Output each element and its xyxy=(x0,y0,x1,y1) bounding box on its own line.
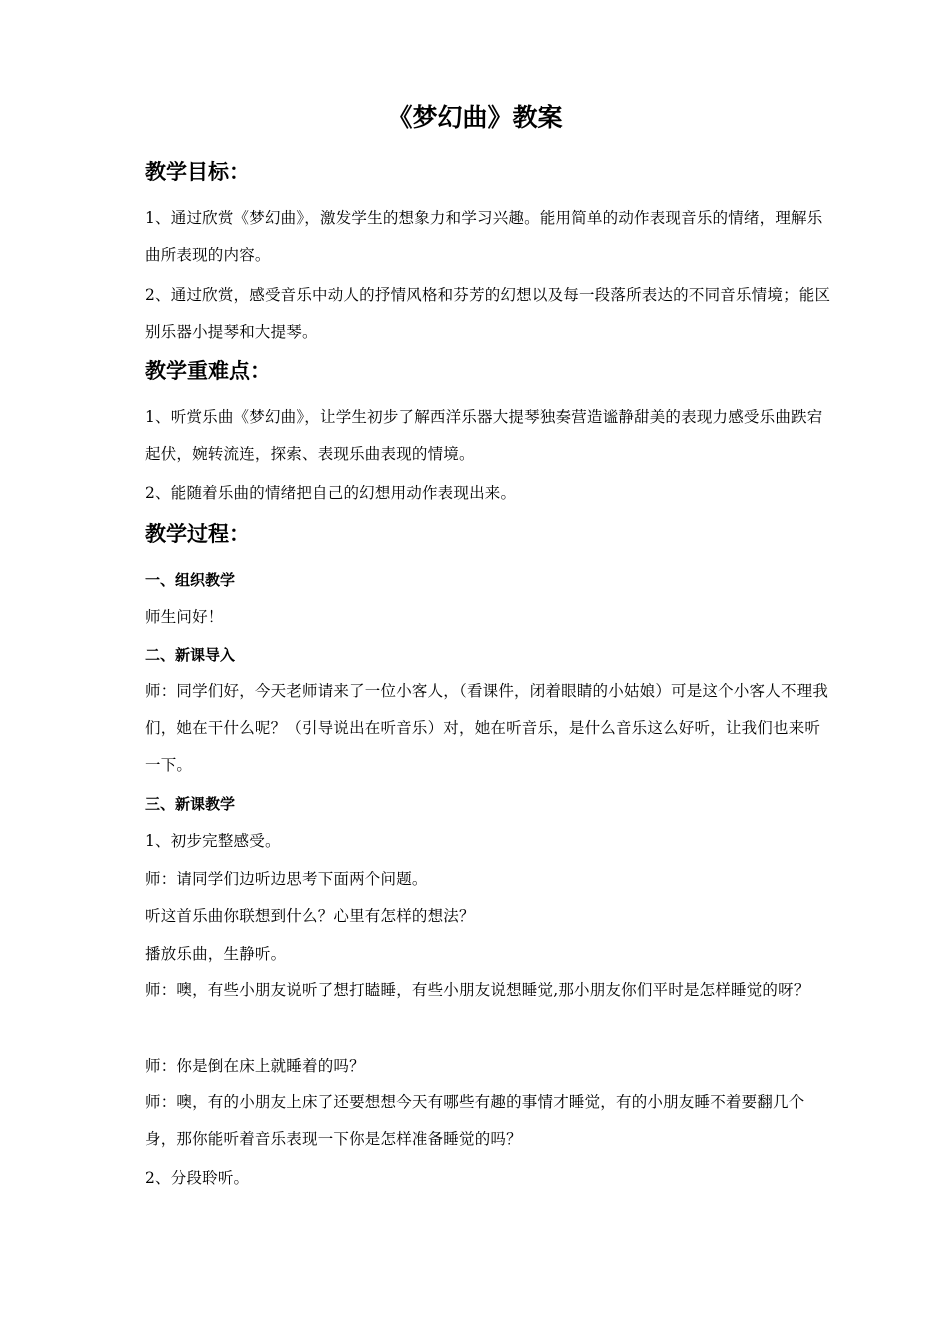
objective-item-2: 2、通过欣赏，感受音乐中动人的抒情风格和芬芳的幻想以及每一段落所表达的不同音乐情境；能区别乐器小提琴和大提琴。 xyxy=(145,286,831,341)
part3-line-3: 听这首乐曲你联想到什么？心里有怎样的想法？ xyxy=(145,907,475,925)
part3-line-7: 师：噢，有的小朋友上床了还要想想今天有哪些有趣的事情才睡觉，有的小朋友睡不着要翻几个身，那你能听着音乐表现一下你是怎样准备睡觉的吗？ xyxy=(145,1093,805,1148)
part3-line-1: 1、初步完整感受。 xyxy=(145,832,281,850)
document-title: 《梦幻曲》教案 xyxy=(387,103,563,132)
part2-heading: 二、新课导入 xyxy=(145,646,236,664)
part3-line-4: 播放乐曲，生静听。 xyxy=(145,945,287,963)
part2-text: 师：同学们好，今天老师请来了一位小客人，（看课件，闭着眼睛的小姑娘）可是这个小客人不理我们，她在干什么呢？（引导说出在听音乐）对，她在听音乐，是什么音乐这么好听，让我们也来听一下。 xyxy=(145,682,829,774)
objective-item-1: 1、通过欣赏《梦幻曲》，激发学生的想象力和学习兴趣。能用简单的动作表现音乐的情绪，理解乐曲所表现的内容。 xyxy=(145,209,823,264)
part3-line-6: 师：你是倒在床上就睡着的吗？ xyxy=(145,1057,365,1075)
key-point-item-1: 1、听赏乐曲《梦幻曲》，让学生初步了解西洋乐器大提琴独奏营造谧静甜美的表现力感受乐曲跌宕起伏，婉转流连，探索、表现乐曲表现的情境。 xyxy=(145,408,823,463)
process-heading: 教学过程： xyxy=(145,521,250,546)
key-points-heading: 教学重难点： xyxy=(145,358,271,383)
part1-heading: 一、组织教学 xyxy=(145,571,236,589)
part1-text: 师生问好！ xyxy=(145,608,224,626)
part3-line-8: 2、分段聆听。 xyxy=(145,1169,250,1187)
part3-line-5: 师：噢，有些小朋友说听了想打瞌睡，有些小朋友说想睡觉,那小朋友你们平时是怎样睡觉的呀？ xyxy=(145,981,810,999)
key-point-item-2: 2、能随着乐曲的情绪把自己的幻想用动作表现出来。 xyxy=(145,484,517,502)
objectives-heading: 教学目标： xyxy=(145,159,250,184)
part3-line-2: 师：请同学们边听边思考下面两个问题。 xyxy=(145,870,428,888)
part3-heading: 三、新课教学 xyxy=(145,795,236,813)
